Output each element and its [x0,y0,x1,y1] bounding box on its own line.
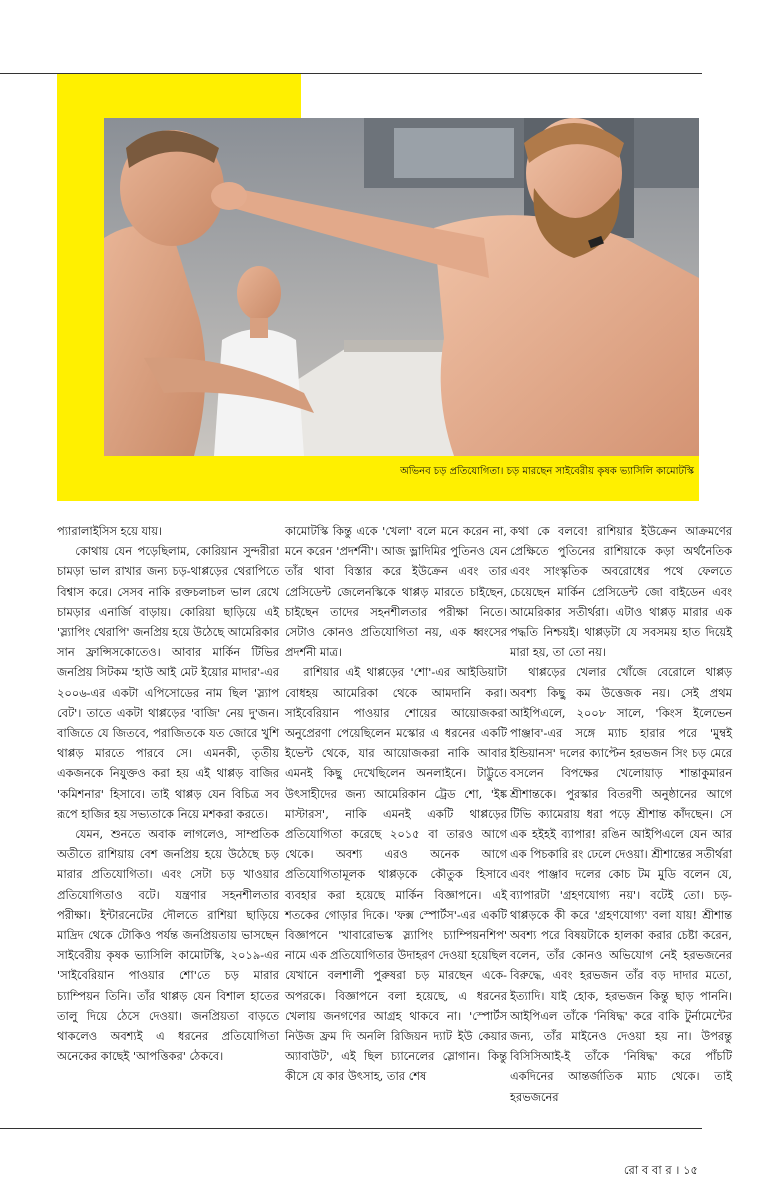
paragraph: থাপ্পড়ের খেলার খোঁজে বেরোলে থাপ্পড় অবশ্য কিছু কম উত্তেজক নয়। সেই প্রথম আইপিএলে, ২০০৮ সালে, 'কিংস ইলেভেন পাঞ্জাব'-এর সঙ্গে ম্যাচ হারার পরে 'মুম্বই ইন্ডিয়ানস' দলের ক্যাপ্টেন হরভজন সিং চড় মেরে বসলেন বিপক্ষের খেলোয়াড় শান্তাকুমারন শ্রীশান্তকে। পুরস্কার বিতরণী অনুষ্ঠানের আগে টিভি ক্যামেরায় ধরা পড়ে শ্রীশান্ত কাঁদছেন। সে এক হইহই ব্যাপার! রঙিন আইপিএলে যেন আর এক পিচকারি রং ঢেলে দেওয়া। শ্রীশান্তের সতীর্থরা এবং পাঞ্জাব দলের কোচ টম মুডি বলেন যে, ব্যাপারটা 'গ্রহণযোগ্য নয়'। বটেই তো। চড়-থাপ্পড়কে কী করে 'গ্রহণযোগ্য' বলা যায়! শ্রীশান্ত অবশ্য পরে বিষয়টাকে হালকা করার চেষ্টা করেন, বলেন, তাঁর কোনও অভিযোগ নেই হরভজনের বিরুদ্ধে, এবং হরভজন তাঁর বড় দাদার মতো, ইত্যাদি। যাই হোক, হরভজন কিন্তু ছাড় পাননি। আইপিএল তাঁকে 'নিষিদ্ধ' করে বাকি টুর্নামেন্টের জন্য, তাঁর মাইনেও দেওয়া হয় না। উপরন্তু বিসিসিআই-ই তাঁকে 'নিষিদ্ধ' করে পাঁচটি একদিনের আন্তর্জাতিক ম্যাচ থেকে। তাই হরভজনের [510,665,732,1104]
article-column-2 [285,521,507,1087]
paragraph: কথা কে বলবে! রাশিয়ার ইউক্রেন আক্রমণের প্রেক্ষিতে পুতিনের রাশিয়াকে কড়া অর্থনৈতিক এবং সাংস্কৃতিক অবরোধের পথে ফেলতে চেয়েছেন মার্কিন প্রেসিডেন্ট জো বাইডেন এবং আমেরিকার সতীর্থরা। এটাও থাপ্পড় মারার এক পদ্ধতি নিশ্চয়ই। থাপ্পড়টা যে সবসময় হাত দিয়েই মারা হয়, তা তো নয়। [510,524,732,660]
yellow-accent-block [57,74,301,118]
article-column-1 [57,521,279,1066]
article-column-3 [510,521,732,1107]
paragraph: কামোটস্কি কিন্তু একে 'খেলা' বলে মনে করেন না, মনে করেন 'প্রদর্শনী'। আজ ভ্লাদিমির পুতিনও যেন তাঁর থাবা বিস্তার করে ইউক্রেন এবং তার প্রেসিডেন্ট জেলেনস্কিকে থাপ্পড় মারতে চাইছেন, চাইছেন তাদের সহনশীলতার পরীক্ষা নিতে। সেটাও কোনও প্রতিযোগিতা নয়, এক ধ্বংসের প্রদর্শনী মাত্র। [285,524,507,660]
photo-caption: অভিনব চড় প্রতিযোগিতা। চড় মারছেন সাইবেরীয় কৃষক ভ্যাসিলি কামোটস্কি [400,466,694,477]
paragraph: যেমন, শুনতে অবাক লাগলেও, সাম্প্রতিক অতীতে রাশিয়ায় বেশ জনপ্রিয় হয়ে উঠেছে চড় মারার প্রতিযোগিতা। এবং সেটা চড় খাওয়ার প্রতিযোগিতাও বটে। যন্ত্রণার সহনশীলতার পরীক্ষা। ইন্টারনেটের দৌলতে রাশিয়া ছাড়িয়ে মাদ্রিদ থেকে টোকিও পর্যন্ত জনপ্রিয়তায় ভাসছেন সাইবেরীয় কৃষক ভ্যাসিলি কামোটস্কি, ২০১৯-এর 'সাইবেরিয়ান পাওয়ার শো'তে চড় মারার চ্যাম্পিয়ন তিনি। তাঁর থাপ্পড় যেন বিশাল হাতের তালু দিয়ে ঠেসে দেওয়া। জনপ্রিয়তা বাড়তে থাকলেও অবশ্যই এ ধরনের প্রতিযোগিতা অনেকের কাছেই 'আপত্তিকর' ঠেকবে। [57,827,279,1064]
paragraph: রাশিয়ার এই থাপ্পড়ের 'শো'-এর আইডিয়াটা বোধহয় আমেরিকা থেকে আমদানি করা। সাইবেরিয়ান পাওয়ার শোয়ের আয়োজকরা অনুপ্রেরণা পেয়েছিলেন মস্কোর এ ধরনের একটি ইভেন্ট থেকে, যার আয়োজকরা নাকি আবার এমনই কিছু দেখেছিলেন অনলাইনে। টাট্টুতে উৎসাহীদের জন্য আমেরিকান ট্রেড শো, 'ইঙ্ক মাস্টারস', নাকি এমনই একটি থাপ্পড়ের প্রতিযোগিতা করেছে ২০১৫ বা তারও আগে থেকে। অবশ্য এরও অনেক আগে প্রতিযোগিতামূলক থাপ্পড়কে কৌতুক হিসাবে ব্যবহার করা হয়েছে মার্কিন বিজ্ঞাপনে। এই শতকের গোড়ার দিকে। 'ফক্স স্পোর্টস'-এর একটি বিজ্ঞাপনে 'খাবারোভস্ক স্ল্যাপিং চ্যাম্পিয়নশিপ' নামে এক প্রতিযোগিতার উদাহরণ দেওয়া হয়েছিল যেখানে বলশালী পুরুষরা চড় মারছেন একে-অপরকে। বিজ্ঞাপনে বলা হয়েছে, এ ধরনের খেলায় জনগণের আগ্রহ থাকবে না। 'স্পোর্টস নিউজ ফ্রম দি অনলি রিজিয়ন দ্যাট ইউ কেয়ার অ্যাবাউট', এই ছিল চ্যানেলের স্লোগান। কিন্তু কীসে যে কার উৎসাহ, তার শেষ [285,665,507,1084]
bottom-rule [0,1128,702,1129]
paragraph: প্যারালাইসিস হয়ে যায়। [57,524,163,538]
paragraph: কোথায় যেন পড়েছিলাম, কোরিয়ান সুন্দরীরা চামড়া ভাল রাখার জন্য চড়-থাপ্পড়ের থেরাপিতে বিশ্বাস করে। সেসব নাকি রক্তচলাচল ভাল রেখে চামড়ার এনার্জি বাড়ায়। কোরিয়া ছাড়িয়ে এই 'স্ল্যাপিং থেরাপি' জনপ্রিয় হয়ে উঠেছে আমেরিকার সান ফ্রান্সিসকোতেও। আবার মার্কিন টিভির জনপ্রিয় সিটকম 'হাউ আই মেট ইয়োর মাদার'-এর ২০০৬-এর একটা এপিসোডের নাম ছিল 'স্ল্যাপ বেট'। তাতে একটা থাপ্পড়ের 'বাজি' নেয় দু'জন। বাজিতে যে জিতবে, পরাজিতকে যত জোরে খুশি থাপ্পড় মারতে পারবে সে। এমনকী, তৃতীয় একজনকে নিযুক্তও করা হয় এই থাপ্পড় বাজির 'কমিশনার' হিসাবে। তাই থাপ্পড় যেন বিচিত্র সব রূপে হাজির হয় সভ্যতাকে নিয়ে মশকরা করতে। [57,544,279,821]
slap-contest-photo [104,118,699,456]
page-footer: রো ব বা র । ১৫ [623,1163,698,1177]
